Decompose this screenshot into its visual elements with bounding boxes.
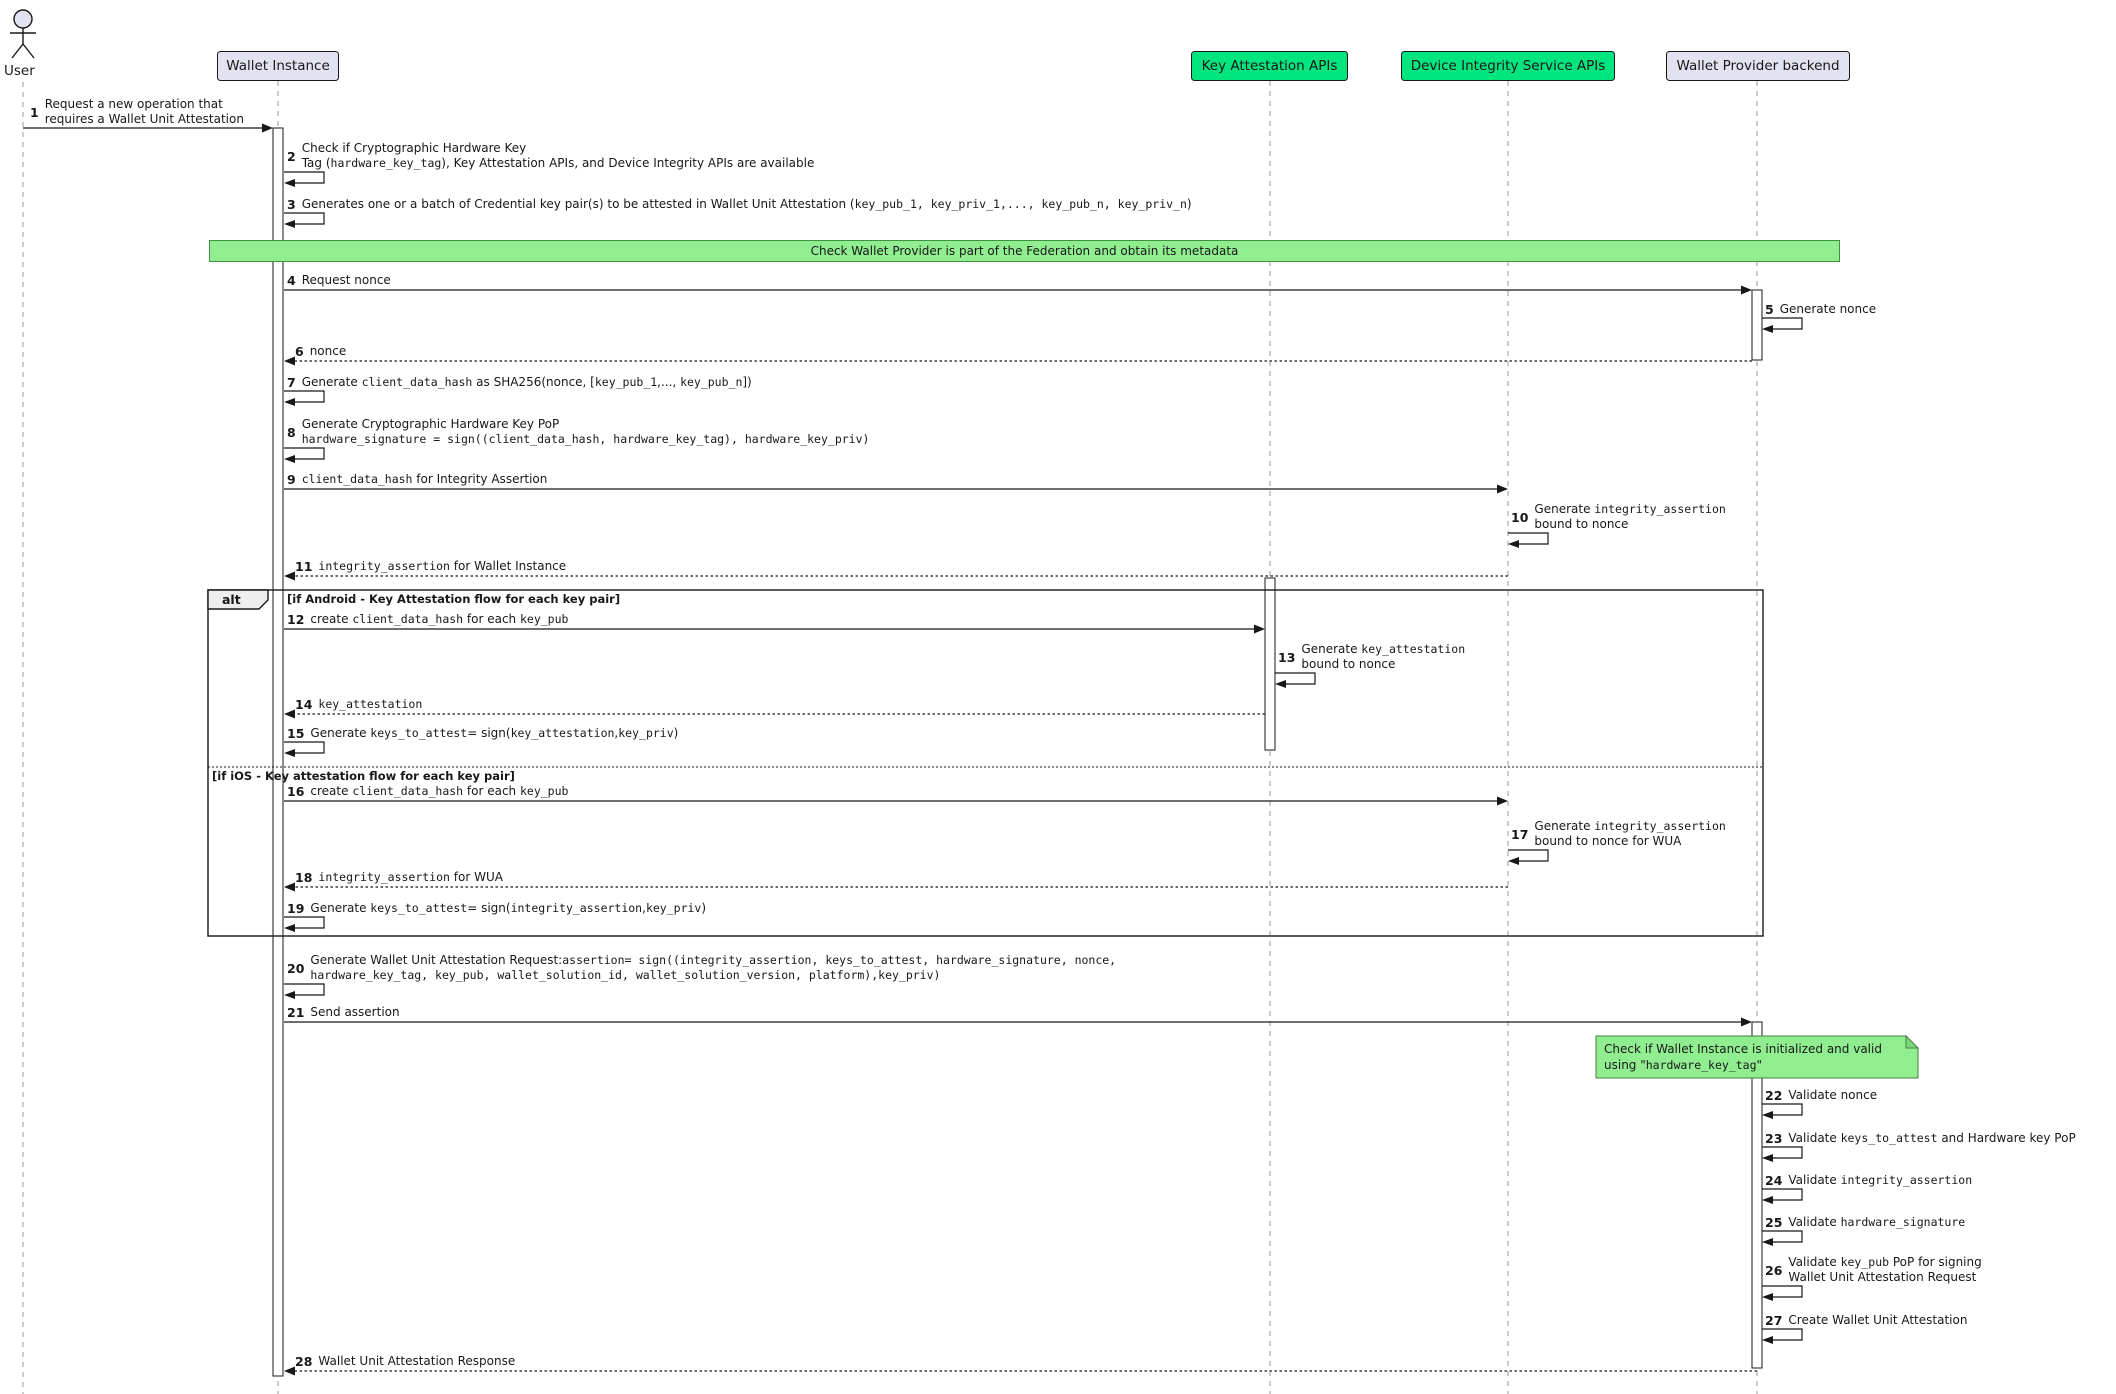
- self-message-arrowhead-3: [284, 220, 295, 228]
- message-text: Check if Cryptographic Hardware Key: [301, 141, 527, 155]
- message-text: hardware_key_tag, key_pub, wallet_solution_id, wallet_solution_version, platform),key_priv): [310, 968, 941, 982]
- message-text: client_data_hash for Integrity Assertion: [301, 472, 548, 486]
- message-text: bound to nonce for WUA: [1534, 834, 1682, 848]
- message-text: Send assertion: [310, 1005, 400, 1019]
- message-arrowhead-16: [1497, 797, 1508, 806]
- wallet-init-note: [1604, 1041, 1882, 1073]
- message-label-4: [287, 273, 391, 288]
- message-arrowhead-18: [284, 883, 295, 892]
- message-text-lines: [318, 1354, 515, 1369]
- message-arrowhead-21: [1741, 1018, 1752, 1027]
- message-text-lines: [310, 344, 347, 359]
- message-number: 26: [1765, 1262, 1783, 1278]
- self-message-arrowhead-19: [284, 924, 295, 932]
- message-arrowhead-6: [284, 357, 295, 366]
- message-label-9: [287, 472, 547, 487]
- message-text: Generates one or a batch of Credential key pair(s) to be attested in Wallet Unit Attestation (key_pub_1, key_priv_1,..., key_pub_n, key_priv_n): [301, 197, 1192, 211]
- message-text: create client_data_hash for each key_pub: [310, 612, 569, 626]
- self-message-arrowhead-20: [284, 991, 295, 999]
- message-number: 7: [287, 375, 296, 390]
- alt-guard-ios: [if iOS - Key attestation flow for each key pair]: [212, 769, 515, 783]
- activation-bar-key-attestation-apis: [1265, 578, 1275, 750]
- message-arrowhead-14: [284, 710, 295, 719]
- message-label-17: [1511, 819, 1726, 849]
- message-number: 14: [295, 697, 313, 712]
- message-arrowhead-11: [284, 572, 295, 581]
- message-number: 9: [287, 472, 296, 487]
- message-text: Wallet Unit Attestation Response: [318, 1354, 516, 1368]
- message-label-22: [1765, 1088, 1877, 1103]
- message-text-lines: [310, 726, 678, 741]
- user-actor-leg-icon: [23, 44, 34, 58]
- message-arrowhead-4: [1741, 286, 1752, 295]
- message-label-11: [295, 559, 566, 574]
- message-number: 25: [1765, 1215, 1783, 1230]
- message-text: key_attestation: [318, 697, 423, 711]
- participant-box-wallet-instance: Wallet Instance: [217, 51, 339, 81]
- message-text-lines: [1788, 1131, 2075, 1146]
- message-label-15: [287, 726, 678, 741]
- self-message-arrowhead-22: [1762, 1111, 1773, 1119]
- self-message-arrowhead-7: [284, 398, 295, 406]
- message-text: Generate Cryptographic Hardware Key PoP: [301, 417, 560, 431]
- self-message-arrowhead-10: [1508, 540, 1519, 548]
- message-label-8: [287, 417, 869, 447]
- message-text: Validate hardware_signature: [1788, 1215, 1966, 1229]
- message-text: Validate keys_to_attest and Hardware key PoP: [1788, 1131, 2076, 1145]
- message-text-lines: [1788, 1313, 1967, 1328]
- message-text: Request a new operation that: [44, 97, 223, 111]
- message-label-6: [295, 344, 346, 359]
- message-arrowhead-1: [262, 124, 273, 133]
- alt-frame-label: alt: [222, 592, 241, 607]
- participant-box-key-attestation-apis: Key Attestation APIs: [1191, 51, 1348, 81]
- self-message-arrowhead-13: [1275, 680, 1286, 688]
- message-number: 4: [287, 273, 296, 288]
- self-message-arrowhead-17: [1508, 857, 1519, 865]
- message-text-lines: [1534, 819, 1725, 849]
- message-text-lines: [302, 417, 870, 447]
- message-number: 1: [30, 104, 39, 120]
- message-text: Generate integrity_assertion: [1534, 502, 1726, 516]
- message-text-lines: [310, 953, 1116, 983]
- self-message-arrowhead-24: [1762, 1196, 1773, 1204]
- message-number: 13: [1278, 649, 1296, 665]
- message-number: 2: [287, 148, 296, 164]
- federation-banner: Check Wallet Provider is part of the Federation and obtain its metadata: [209, 240, 1840, 262]
- message-arrowhead-12: [1254, 625, 1265, 634]
- message-text-lines: [1780, 302, 1876, 317]
- message-text-lines: [1301, 642, 1465, 672]
- participant-box-wallet-provider-backend: Wallet Provider backend: [1666, 51, 1850, 81]
- message-label-26: [1765, 1255, 1982, 1285]
- message-text-lines: [310, 612, 568, 627]
- note-fold-icon: [1906, 1036, 1918, 1048]
- message-text: hardware_signature = sign((client_data_hash, hardware_key_tag), hardware_key_priv): [301, 432, 870, 446]
- message-label-16: [287, 784, 568, 799]
- message-text: Create Wallet Unit Attestation: [1788, 1313, 1968, 1327]
- message-text: Validate key_pub PoP for signing: [1788, 1255, 1982, 1269]
- message-number: 3: [287, 197, 296, 212]
- note-line: using "hardware_key_tag": [1604, 1058, 1763, 1072]
- message-text: Validate integrity_assertion: [1788, 1173, 1973, 1187]
- self-message-arrowhead-8: [284, 455, 295, 463]
- message-label-19: [287, 901, 706, 916]
- message-label-25: [1765, 1215, 1965, 1230]
- message-text-lines: [310, 1005, 399, 1020]
- activation-bar-wallet-instance: [273, 128, 283, 1376]
- message-text-lines: [45, 97, 244, 127]
- message-label-18: [295, 870, 503, 885]
- message-number: 15: [287, 726, 305, 741]
- message-text-lines: [302, 197, 1192, 212]
- message-number: 5: [1765, 302, 1774, 317]
- message-number: 20: [287, 960, 305, 976]
- message-label-2: [287, 141, 814, 171]
- message-text: Generate keys_to_attest= sign(integrity_assertion,key_priv): [310, 901, 707, 915]
- message-number: 8: [287, 424, 296, 440]
- message-text-lines: [1788, 1088, 1877, 1103]
- message-number: 22: [1765, 1088, 1783, 1103]
- message-text: Generate client_data_hash as SHA256(nonce, [key_pub_1,..., key_pub_n]): [301, 375, 752, 389]
- message-label-21: [287, 1005, 400, 1020]
- message-text-lines: [318, 697, 422, 712]
- self-message-arrowhead-25: [1762, 1238, 1773, 1246]
- message-label-13: [1278, 642, 1465, 672]
- message-text-lines: [302, 141, 815, 171]
- message-label-14: [295, 697, 422, 712]
- message-text: integrity_assertion for Wallet Instance: [318, 559, 567, 573]
- message-text: Tag (hardware_key_tag), Key Attestation APIs, and Device Integrity APIs are available: [301, 156, 815, 170]
- message-text-lines: [318, 870, 503, 885]
- message-arrowhead-28: [284, 1367, 295, 1376]
- user-actor-label: User: [4, 63, 35, 79]
- message-text-lines: [1788, 1173, 1972, 1188]
- message-text: bound to nonce: [1534, 517, 1629, 531]
- user-actor-leg-icon: [12, 44, 23, 58]
- self-message-arrowhead-15: [284, 749, 295, 757]
- message-number: 27: [1765, 1313, 1783, 1328]
- message-number: 11: [295, 559, 313, 574]
- message-text-lines: [1534, 502, 1725, 532]
- message-label-10: [1511, 502, 1726, 532]
- message-number: 18: [295, 870, 313, 885]
- activation-bar-wallet-provider-backend: [1752, 290, 1762, 360]
- message-label-3: [287, 197, 1192, 212]
- message-text: requires a Wallet Unit Attestation: [44, 112, 244, 126]
- message-text-lines: [310, 784, 568, 799]
- message-text: Generate key_attestation: [1301, 642, 1466, 656]
- note-line: Check if Wallet Instance is initialized and valid: [1604, 1042, 1882, 1056]
- message-text-lines: [302, 273, 391, 288]
- message-text: nonce: [309, 344, 347, 358]
- message-text-lines: [318, 559, 566, 574]
- message-label-27: [1765, 1313, 1967, 1328]
- message-number: 16: [287, 784, 305, 799]
- message-text: Request nonce: [301, 273, 391, 287]
- message-text: Generate integrity_assertion: [1534, 819, 1726, 833]
- message-label-7: [287, 375, 752, 390]
- message-label-20: [287, 953, 1116, 983]
- message-text: Generate nonce: [1779, 302, 1877, 316]
- message-arrowhead-9: [1497, 485, 1508, 494]
- self-message-arrowhead-2: [284, 179, 295, 187]
- message-number: 24: [1765, 1173, 1783, 1188]
- message-text: bound to nonce: [1301, 657, 1396, 671]
- message-text-lines: [302, 472, 548, 487]
- message-text: Generate Wallet Unit Attestation Request:assertion= sign((integrity_assertion, keys_to_attest, hardware_signature, nonce,: [310, 953, 1117, 967]
- self-message-arrowhead-27: [1762, 1336, 1773, 1344]
- message-label-1: [30, 97, 244, 127]
- message-text-lines: [310, 901, 706, 916]
- user-actor-head-icon: [14, 10, 32, 28]
- message-text-lines: [1788, 1255, 1981, 1285]
- message-text: create client_data_hash for each key_pub: [310, 784, 569, 798]
- message-text-lines: [1788, 1215, 1965, 1230]
- participant-box-device-integrity-apis: Device Integrity Service APIs: [1401, 51, 1615, 81]
- message-number: 23: [1765, 1131, 1783, 1146]
- message-text: Wallet Unit Attestation Request: [1788, 1270, 1977, 1284]
- message-number: 10: [1511, 509, 1529, 525]
- message-label-12: [287, 612, 568, 627]
- message-label-5: [1765, 302, 1876, 317]
- message-text: integrity_assertion for WUA: [318, 870, 503, 884]
- message-label-28: [295, 1354, 515, 1369]
- message-label-24: [1765, 1173, 1972, 1188]
- message-number: 17: [1511, 826, 1529, 842]
- message-number: 19: [287, 901, 305, 916]
- message-label-23: [1765, 1131, 2076, 1146]
- message-number: 28: [295, 1354, 313, 1369]
- message-text: Validate nonce: [1788, 1088, 1878, 1102]
- message-number: 12: [287, 612, 305, 627]
- self-message-arrowhead-26: [1762, 1293, 1773, 1301]
- message-number: 6: [295, 344, 304, 359]
- message-text: Generate keys_to_attest= sign(key_attestation,key_priv): [310, 726, 679, 740]
- message-text-lines: [302, 375, 752, 390]
- alt-guard-android: [if Android - Key Attestation flow for each key pair]: [287, 592, 621, 606]
- message-number: 21: [287, 1005, 305, 1020]
- self-message-arrowhead-23: [1762, 1154, 1773, 1162]
- self-message-arrowhead-5: [1762, 325, 1773, 333]
